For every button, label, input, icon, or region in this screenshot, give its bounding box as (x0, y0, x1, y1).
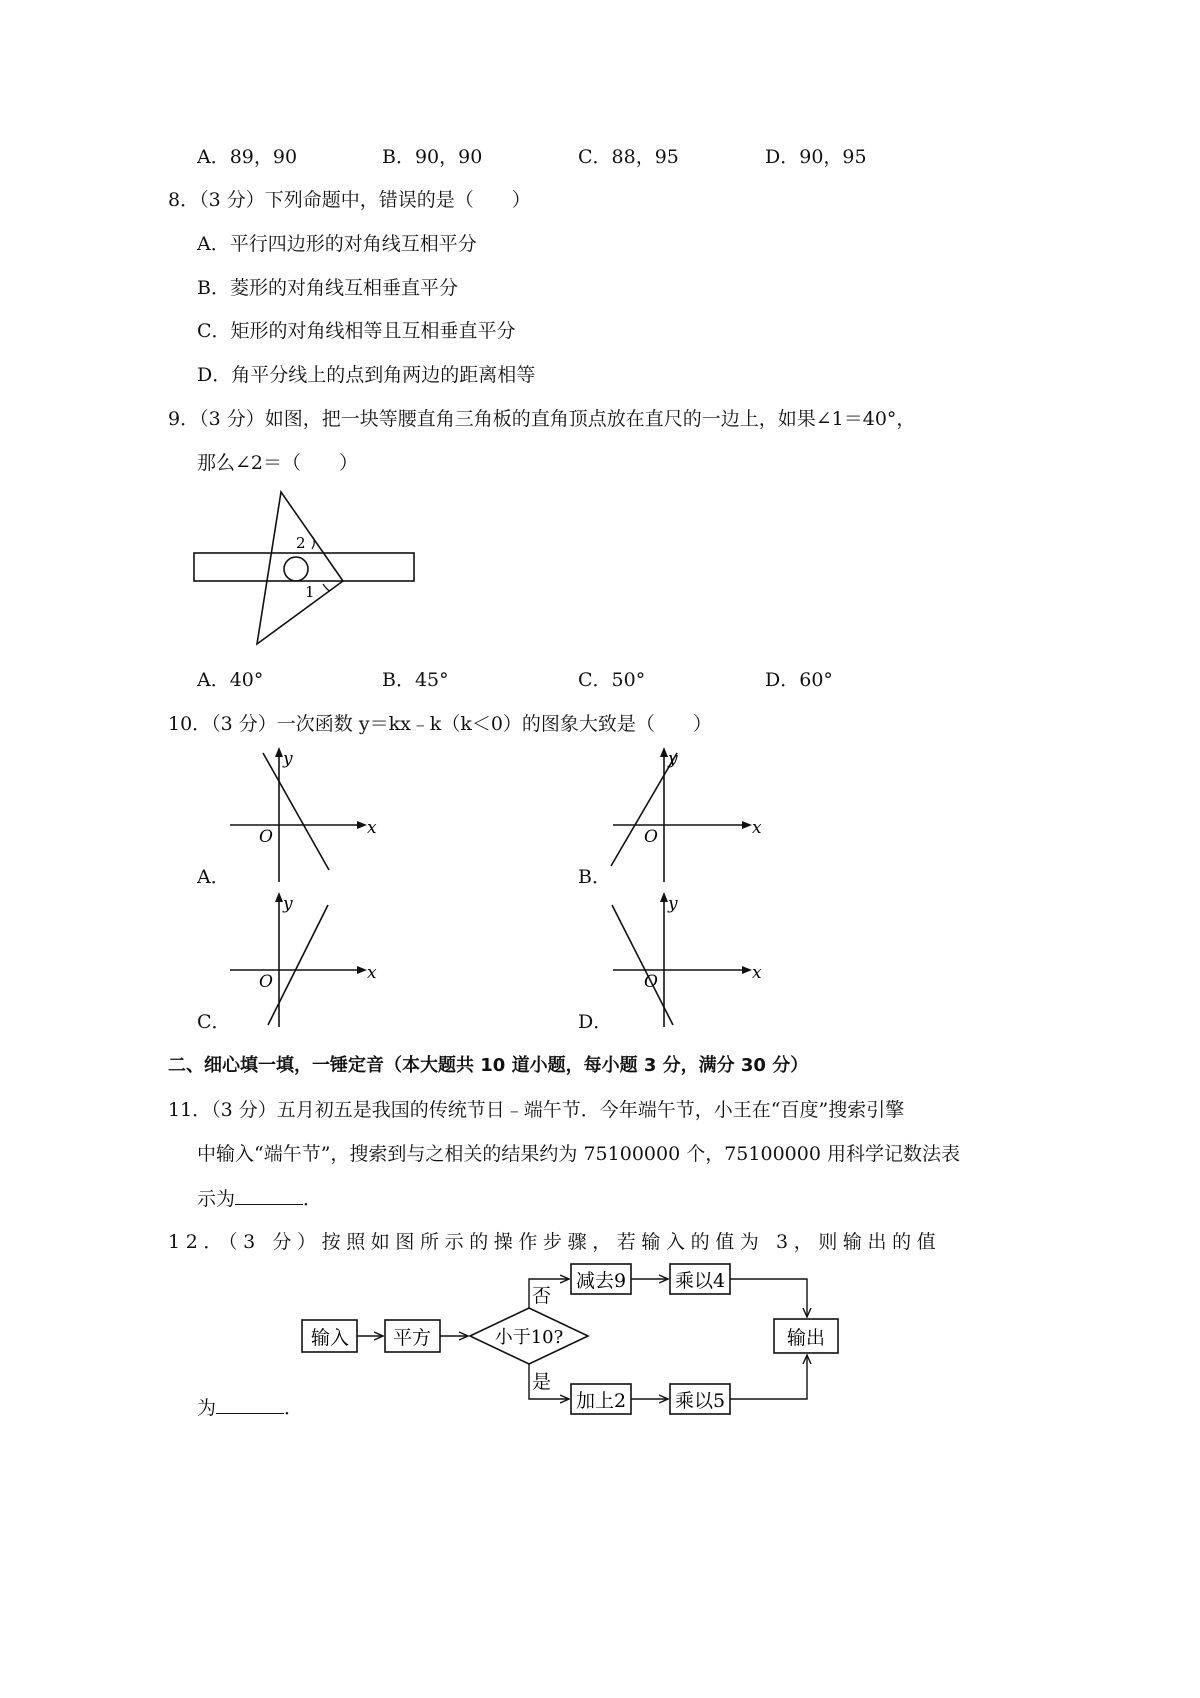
q12-line2 (197, 1395, 303, 1420)
flow-multiply4-label: 乘以4 (674, 1270, 726, 1292)
origin-label: O (644, 972, 658, 992)
x-axis-label: x (752, 818, 762, 838)
x-axis-arrow (357, 966, 367, 974)
y-axis-label: y (283, 894, 293, 914)
q10-option-a: A． (197, 866, 230, 888)
q12-line1: 12．（3 分）按照如图所示的操作步骤，若输入的值为 3，则输出的值 (168, 1231, 942, 1253)
q11-line3-suffix: ． (303, 1188, 323, 1210)
q9-option-d: D．60° (765, 669, 833, 691)
y-axis-label: y (283, 749, 293, 769)
x-axis-label: x (752, 963, 762, 983)
flow-output-label: 输出 (786, 1327, 826, 1349)
flow-no-label: 否 (532, 1285, 552, 1307)
y-axis-arrow (275, 892, 283, 902)
q10-graph-a (225, 745, 385, 885)
q10-graph-c (225, 890, 385, 1030)
flow-subtract-box (571, 1264, 631, 1294)
ruler (194, 553, 414, 581)
y-axis-arrow (660, 892, 668, 902)
x-axis-arrow (742, 821, 752, 829)
q10-option-c: C． (197, 1011, 231, 1033)
q10-graph-b (610, 745, 770, 885)
flow-input-box (302, 1320, 357, 1352)
section-2-heading: 二、细心填一填，一锤定音（本大题共 10 道小题，每小题 3 分，满分 30 分） (168, 1055, 809, 1076)
q12-answer-blank[interactable] (216, 1395, 284, 1414)
q8-option-b: B．菱形的对角线互相垂直平分 (197, 277, 458, 299)
function-line (263, 753, 329, 870)
y-axis-arrow (660, 747, 668, 757)
flow-output-box (774, 1319, 838, 1353)
angle-1-arc (323, 584, 330, 591)
q11-line3 (197, 1186, 322, 1211)
q11-line2: 中输入“端午节”，搜索到与之相关的结果约为 75100000 个，75100000 用科学记数法表 (197, 1143, 960, 1165)
q11-answer-blank[interactable] (235, 1186, 303, 1205)
angle-1-label: 1 (305, 583, 315, 601)
q10-graph-d (610, 890, 770, 1030)
q9-option-c: C．50° (578, 669, 646, 691)
x-axis-arrow (357, 821, 367, 829)
flow-multiply4-box (670, 1264, 730, 1294)
q9-option-a: A．40° (197, 669, 264, 691)
q12-line2-suffix: ． (284, 1397, 304, 1419)
q10-option-d: D． (578, 1011, 613, 1033)
flow-subtract-label: 减去9 (575, 1270, 627, 1292)
x-axis-label: x (367, 963, 377, 983)
q10-stem: 10．（3 分）一次函数 y＝kx﹣k（k＜0）的图象大致是（ ） (168, 713, 712, 735)
origin-label: O (644, 827, 658, 847)
origin-label: O (259, 827, 273, 847)
y-axis-label: y (668, 749, 678, 769)
q9-stem-line2: 那么∠2＝（ ） (197, 452, 359, 474)
triangle-plate (257, 492, 343, 644)
q7-option-a: A．89，90 (197, 146, 298, 168)
q9-option-b: B．45° (382, 669, 449, 691)
flow-decision-diamond (470, 1308, 588, 1364)
q8-option-d: D．角平分线上的点到角两边的距离相等 (197, 364, 536, 386)
q7-option-d: D．90，95 (765, 146, 867, 168)
q12-flowchart (295, 1260, 855, 1420)
q11-line1: 11．（3 分）五月初五是我国的传统节日﹣端午节．今年端午节，小王在“百度”搜索引擎 (168, 1099, 905, 1121)
angle-2-label: 2 (296, 534, 306, 552)
q10-option-b: B． (578, 866, 611, 888)
q9-ruler-triangle-figure (185, 485, 425, 650)
q8-stem: 8．（3 分）下列命题中，错误的是（ ） (168, 189, 531, 211)
flow-multiply5-box (670, 1384, 730, 1414)
flow-decision-label: 小于10? (494, 1327, 564, 1348)
angle-2-arc (312, 537, 314, 549)
y-axis-arrow (275, 747, 283, 757)
function-line (611, 753, 677, 866)
flow-add-box (571, 1384, 631, 1414)
flow-yes-label: 是 (532, 1371, 552, 1393)
flow-square-box (385, 1320, 440, 1352)
flow-multiply5-label: 乘以5 (674, 1390, 726, 1412)
function-line (268, 905, 328, 1025)
q9-stem-line1: 9．（3 分）如图，把一块等腰直角三角板的直角顶点放在直尺的一边上，如果∠1＝40°， (168, 408, 916, 430)
flow-square-label: 平方 (392, 1327, 432, 1349)
origin-label: O (259, 972, 273, 992)
y-axis-label: y (668, 894, 678, 914)
flow-input-label: 输入 (310, 1327, 350, 1349)
x-axis-arrow (742, 966, 752, 974)
q8-option-c: C．矩形的对角线相等且互相垂直平分 (197, 320, 516, 342)
x-axis-label: x (367, 818, 377, 838)
flow-add-label: 加上2 (575, 1390, 627, 1412)
q7-option-c: C．88，95 (578, 146, 679, 168)
triangle-hole (284, 557, 308, 581)
q12-line2-prefix: 为 (197, 1397, 217, 1419)
q8-option-a: A．平行四边形的对角线互相平分 (197, 233, 477, 255)
q7-option-b: B．90，90 (382, 146, 483, 168)
q11-line3-prefix: 示为 (197, 1188, 236, 1210)
